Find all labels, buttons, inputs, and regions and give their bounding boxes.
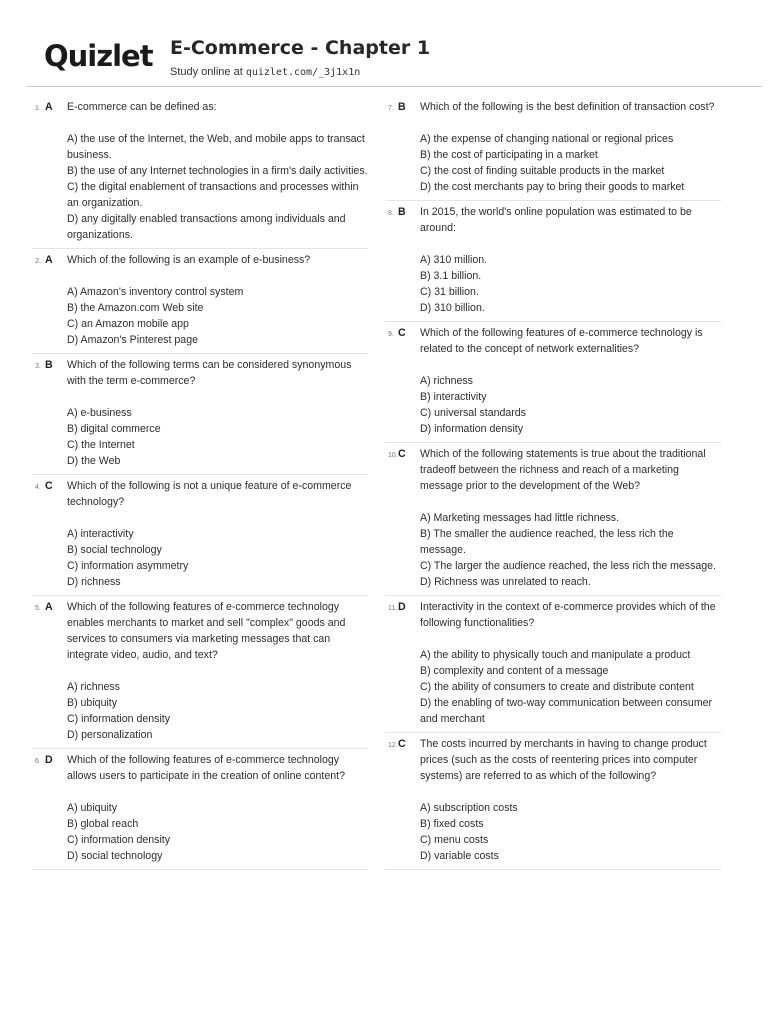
answer-letter: A bbox=[45, 601, 53, 613]
answer-option: A) richness bbox=[67, 681, 120, 693]
question-item bbox=[32, 249, 368, 354]
question-number: 11. bbox=[388, 605, 398, 612]
answer-option: B) interactivity bbox=[420, 391, 487, 403]
answer-option: B) ubiquity bbox=[67, 697, 118, 709]
answer-letter: C bbox=[398, 738, 406, 750]
question-item bbox=[385, 443, 721, 596]
question-prompt: Which of the following is not a unique feature of e-commerce technology? bbox=[67, 480, 352, 508]
answer-option: C) information density bbox=[67, 834, 171, 846]
page-header bbox=[0, 0, 768, 88]
answer-option: D) personalization bbox=[67, 729, 153, 741]
question-number: 3. bbox=[35, 363, 41, 370]
question-number: 10. bbox=[388, 452, 398, 459]
answer-letter: D bbox=[398, 601, 406, 613]
question-number: 6. bbox=[35, 758, 41, 765]
answer-option: D) the Web bbox=[67, 455, 121, 467]
answer-option: A) the use of the Internet, the Web, and mobile apps to transact business. bbox=[67, 133, 365, 161]
answer-option: B) social technology bbox=[67, 544, 162, 556]
page-title: E-Commerce - Chapter 1 bbox=[170, 37, 431, 59]
answer-option: D) variable costs bbox=[420, 850, 499, 862]
question-item bbox=[32, 354, 368, 475]
question-number: 12. bbox=[388, 742, 398, 749]
answer-option: D) richness bbox=[67, 576, 121, 588]
answer-option: B) the use of any Internet technologies in a firm's daily activities. bbox=[67, 165, 368, 177]
answer-option: A) the ability to physically touch and manipulate a product bbox=[420, 649, 691, 661]
question-number: 4. bbox=[35, 484, 41, 491]
answer-option: D) social technology bbox=[67, 850, 163, 862]
study-url-link[interactable]: quizlet.com/_3j1x1n bbox=[245, 67, 361, 78]
question-prompt: Which of the following features of e-commerce technology is related to the concept of network externalities? bbox=[420, 327, 703, 355]
answer-letter: B bbox=[45, 359, 53, 371]
question-prompt: Which of the following terms can be considered synonymous with the term e-commerce? bbox=[67, 359, 352, 387]
answer-option: C) the digital enablement of transactions and processes within an organization. bbox=[67, 181, 359, 209]
answer-option: B) The smaller the audience reached, the less rich the message. bbox=[420, 528, 674, 556]
question-item bbox=[32, 96, 368, 249]
subtitle-prefix: Study online at bbox=[170, 66, 246, 78]
question-prompt: Which of the following features of e-commerce technology enables merchants to market and sell "complex" goods and services to consumers via marketing messages that can integrate video, audio, and text? bbox=[67, 601, 346, 661]
answer-option: A) e-business bbox=[67, 407, 132, 419]
answer-option: C) The larger the audience reached, the less rich the message. bbox=[420, 560, 717, 572]
answer-option: D) the enabling of two-way communication between consumer and merchant bbox=[420, 697, 713, 725]
answer-option: A) ubiquity bbox=[67, 802, 118, 814]
answer-option: B) global reach bbox=[67, 818, 139, 830]
answer-option: C) 31 billion. bbox=[420, 286, 479, 298]
question-prompt: Interactivity in the context of e-commerce provides which of the following functionalities? bbox=[420, 601, 716, 629]
answer-option: A) interactivity bbox=[67, 528, 134, 540]
question-prompt: Which of the following features of e-commerce technology allows users to participate in the creation of online content? bbox=[67, 754, 345, 782]
question-prompt: Which of the following is an example of e-business? bbox=[67, 254, 311, 266]
answer-option: A) Marketing messages had little richness. bbox=[420, 512, 620, 524]
header-divider bbox=[26, 86, 762, 87]
answer-option: A) richness bbox=[420, 375, 473, 387]
answer-letter: C bbox=[45, 480, 53, 492]
answer-letter: C bbox=[398, 327, 406, 339]
answer-letter: A bbox=[45, 101, 53, 113]
answer-option: D) the cost merchants pay to bring their goods to market bbox=[420, 181, 685, 193]
answer-option: D) Amazon's Pinterest page bbox=[67, 334, 198, 346]
answer-option: C) information density bbox=[67, 713, 171, 725]
question-prompt: E-commerce can be defined as: bbox=[67, 101, 217, 113]
left-column bbox=[32, 96, 368, 870]
answer-option: C) the Internet bbox=[67, 439, 135, 451]
right-column bbox=[385, 96, 721, 870]
answer-option: C) menu costs bbox=[420, 834, 489, 846]
answer-option: C) the ability of consumers to create and distribute content bbox=[420, 681, 694, 693]
question-number: 8. bbox=[388, 210, 394, 217]
question-item bbox=[385, 322, 721, 443]
answer-option: A) Amazon's inventory control system bbox=[67, 286, 244, 298]
question-item bbox=[32, 749, 368, 870]
question-item bbox=[385, 96, 721, 201]
question-number: 5. bbox=[35, 605, 41, 612]
answer-option: A) the expense of changing national or regional prices bbox=[420, 133, 674, 145]
answer-letter: B bbox=[398, 206, 406, 218]
question-item bbox=[32, 596, 368, 749]
answer-option: B) the cost of participating in a market bbox=[420, 149, 598, 161]
answer-option: B) fixed costs bbox=[420, 818, 484, 830]
question-number: 7. bbox=[388, 105, 394, 112]
answer-option: B) digital commerce bbox=[67, 423, 161, 435]
answer-option: A) 310 million. bbox=[420, 254, 488, 266]
question-prompt: The costs incurred by merchants in having to change product prices (such as the costs of reentering prices into computer systems) are referred to as which of the following? bbox=[420, 738, 707, 782]
answer-letter: A bbox=[45, 254, 53, 266]
answer-letter: C bbox=[398, 448, 406, 460]
answer-option: C) the cost of finding suitable products in the market bbox=[420, 165, 665, 177]
question-number: 2. bbox=[35, 258, 41, 265]
question-number: 1. bbox=[35, 105, 41, 112]
answer-option: B) the Amazon.com Web site bbox=[67, 302, 204, 314]
quizlet-logo[interactable]: Quizlet bbox=[44, 39, 153, 73]
answer-option: D) any digitally enabled transactions among individuals and organizations. bbox=[67, 213, 346, 241]
question-prompt: Which of the following is the best definition of transaction cost? bbox=[420, 101, 715, 113]
question-number: 9. bbox=[388, 331, 394, 338]
answer-letter: D bbox=[45, 754, 53, 766]
answer-option: D) information density bbox=[420, 423, 524, 435]
question-item bbox=[32, 475, 368, 596]
answer-option: C) information asymmetry bbox=[67, 560, 189, 572]
answer-option: D) Richness was unrelated to reach. bbox=[420, 576, 591, 588]
answer-option: B) complexity and content of a message bbox=[420, 665, 609, 677]
answer-option: B) 3.1 billion. bbox=[420, 270, 482, 282]
answer-option: C) an Amazon mobile app bbox=[67, 318, 189, 330]
answer-option: C) universal standards bbox=[420, 407, 526, 419]
question-item bbox=[385, 733, 721, 870]
study-online-line bbox=[170, 66, 360, 79]
question-prompt: In 2015, the world's online population was estimated to be around: bbox=[420, 206, 692, 234]
answer-option: A) subscription costs bbox=[420, 802, 518, 814]
question-prompt: Which of the following statements is true about the traditional tradeoff between the richness and reach of a marketing message prior to the development of the Web? bbox=[420, 448, 706, 492]
question-item bbox=[385, 201, 721, 322]
question-item bbox=[385, 596, 721, 733]
answer-letter: B bbox=[398, 101, 406, 113]
answer-option: D) 310 billion. bbox=[420, 302, 485, 314]
